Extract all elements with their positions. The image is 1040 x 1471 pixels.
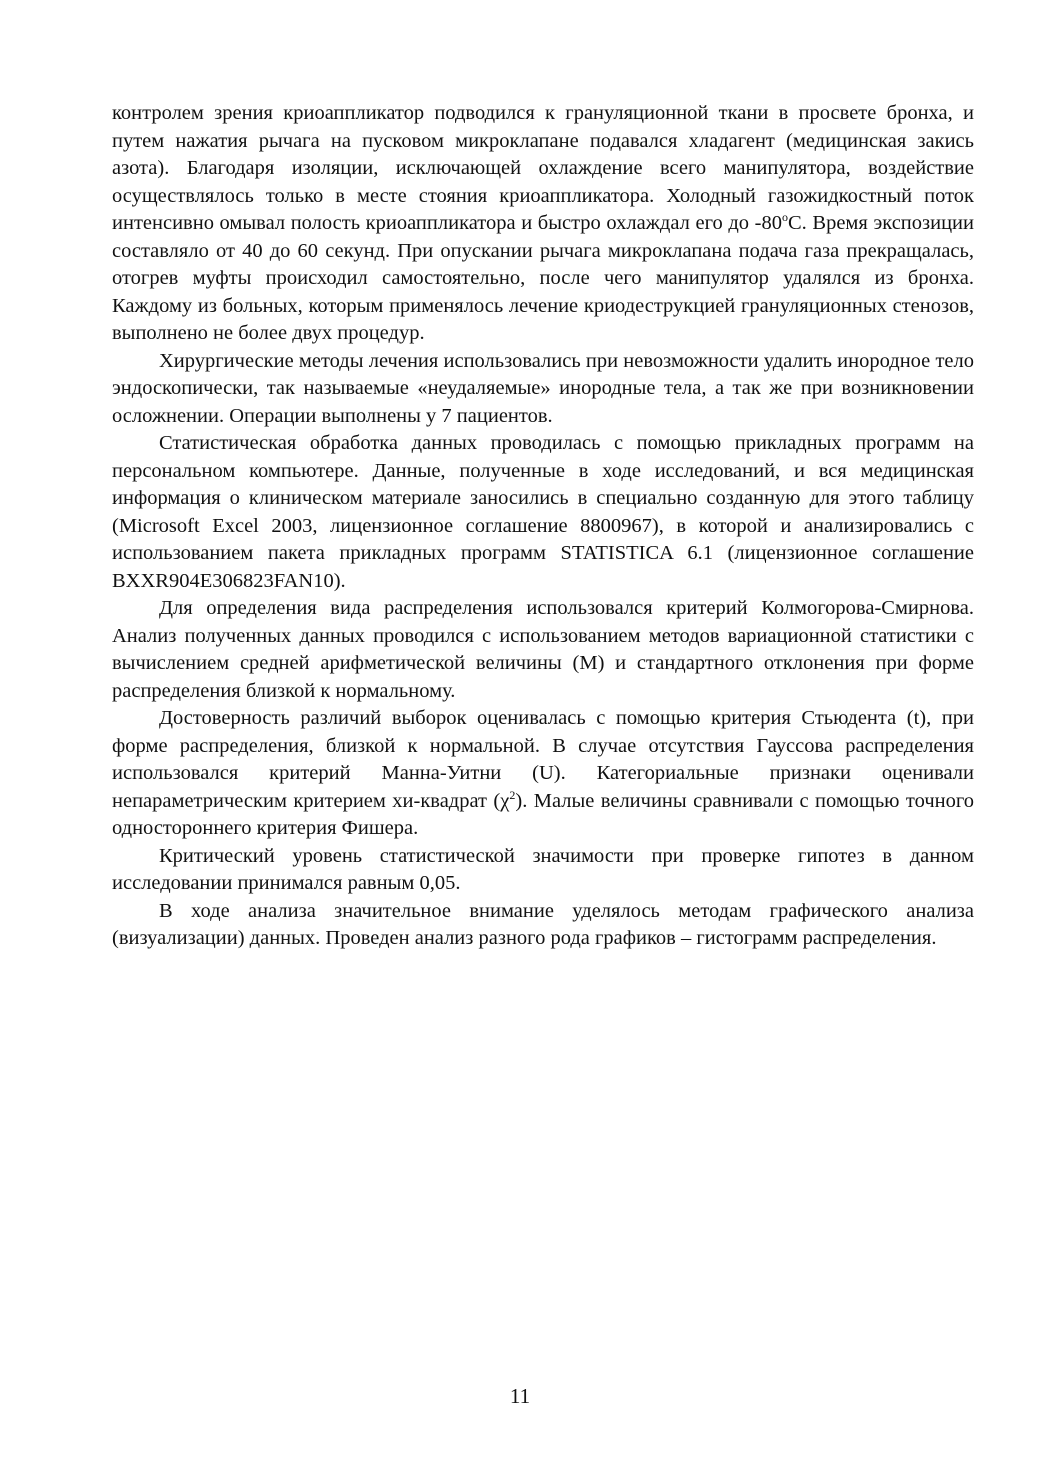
paragraph-significance-level: Критический уровень статистической значимости при проверке гипотез в данном исследовании принимался равным 0,05.: [112, 844, 974, 894]
paragraph-statistical-processing: Статистическая обработка данных проводилась с помощью прикладных программ на персональном компьютере. Данные, полученные в ходе исследований, и вся медицинская информация о клиническом материале заносились в специально созданную для этого таблицу (Microsoft Excel 2003, лицензионное соглашение 8800967), в которой и анализировались с использованием пакета прикладных программ STATISTICA 6.1 (лицензионное соглашение BXXR904E306823FAN10).: [112, 432, 974, 592]
paragraph-surgical-methods: Хирургические методы лечения использовались при невозможности удалить инородное тело эндоскопически, так называемые «неудаляемые» инородные тела, а так же при возникновении осложнении. Операции выполнены у 7 пациентов.: [112, 349, 974, 427]
paragraph-text: Достоверность различий выборок оценивалась с помощью критерия Стьюдента (t), при форме распределения, близкой к нормальной. В случае отсутствия Гауссова распределения использовался критерий Манна-Уитни (U). Категориальные признаки оценивали непараметрическим критерием хи-квадрат (χ: [112, 707, 974, 812]
paragraph-text: контролем зрения криоаппликатор подводился к грануляционной ткани в просвете бронха, и путем нажатия рычага на пусковом микроклапане подавался хладагент (медицинская закись азота). Благодаря изоляции, исключающей охлаждение всего манипулятора, воздействие осуществлялось только в месте стояния криоаппликатора. Холодный газожидкостный поток интенсивно омывал полость криоаппликатора и быстро охлаждал его до -80: [112, 102, 974, 234]
page-number: 11: [509, 1384, 531, 1408]
paragraph-significance-tests: [112, 705, 974, 843]
paragraph-cryo-procedure: [112, 100, 974, 348]
chi-square-superscript: 2: [509, 787, 516, 802]
paragraph-graphical-analysis: В ходе анализа значительное внимание уделялось методам графического анализа (визуализации) данных. Проведен анализ разного рода графиков – гистограмм распределения.: [112, 899, 974, 949]
paragraph-distribution-criteria: Для определения вида распределения использовался критерий Колмогорова-Смирнова. Анализ полученных данных проводился с использованием методов вариационной статистики с вычислением средней арифметической величины (М) и стандартного отклонения при форме распределения близкой к нормальному.: [112, 597, 974, 702]
paragraph-text: ). Малые величины сравнивали с помощью точного одностороннего критерия Фишера.: [112, 789, 975, 839]
degree-superscript: o: [781, 210, 788, 225]
paragraph-text: C. Время экспозиции составляло от 40 до 60 секунд. При опускании рычага микроклапана подача газа прекращалась, отогрев муфты происходил самостоятельно, после чего манипулятор удалялся из бронха. Каждому из больных, которым применялось лечение криодеструкцией грануляционных стенозов, выполнено не более двух процедур.: [112, 212, 974, 344]
